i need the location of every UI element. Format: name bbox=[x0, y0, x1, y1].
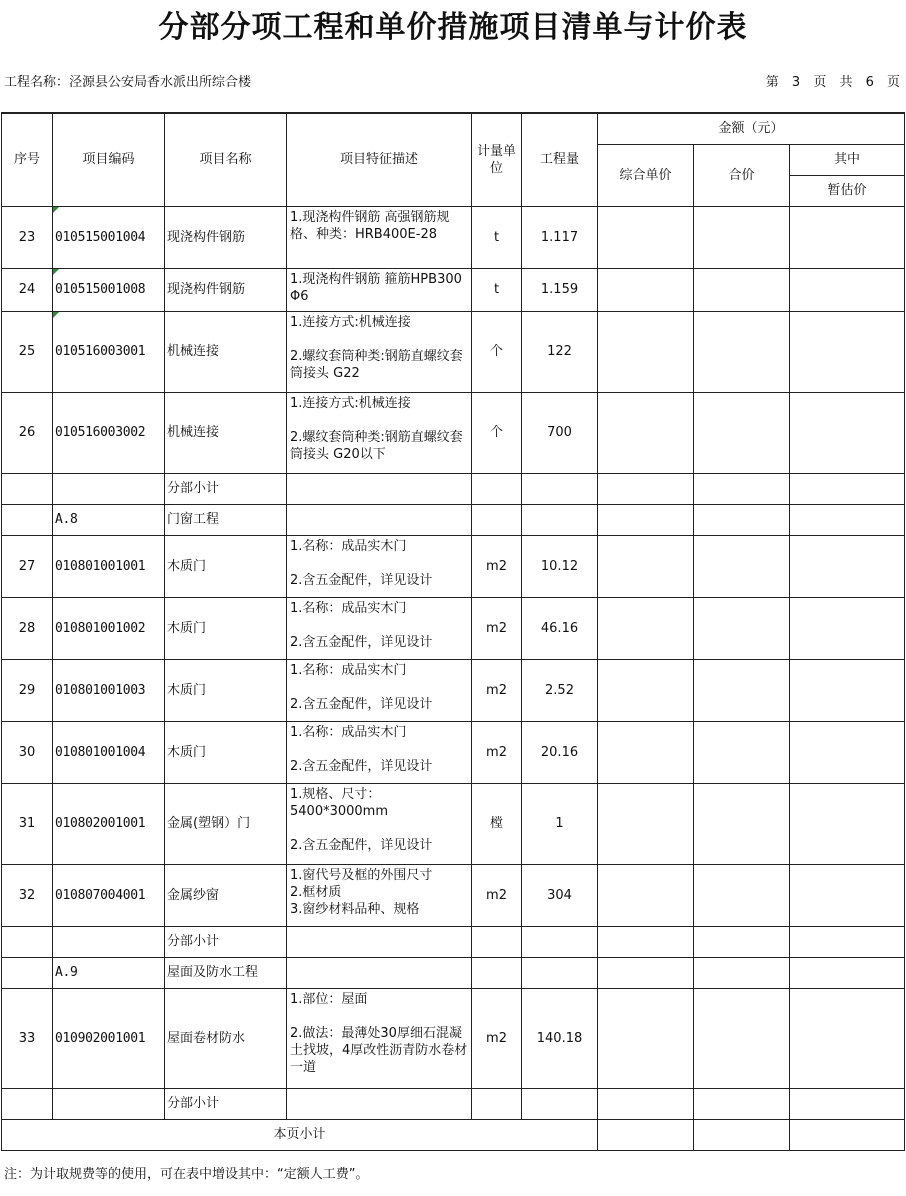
cell-name-text: 分部小计 bbox=[167, 481, 220, 496]
cell-seq bbox=[2, 864, 53, 926]
cell-provisional bbox=[790, 721, 905, 783]
cell-seq bbox=[2, 926, 53, 957]
cell-unit-text: m2 bbox=[486, 558, 507, 574]
cell-unit-price bbox=[598, 864, 694, 926]
cell-name bbox=[165, 926, 287, 957]
cell-provisional bbox=[790, 926, 905, 957]
table-row bbox=[2, 783, 905, 864]
cell-code bbox=[53, 504, 165, 535]
header-of-which: 其中 bbox=[790, 144, 905, 175]
cell-code bbox=[53, 473, 165, 504]
table-row bbox=[2, 311, 905, 392]
cell-qty bbox=[522, 721, 598, 783]
page-subtotal-row bbox=[2, 1119, 905, 1150]
cell-unit bbox=[472, 268, 522, 311]
cell-total bbox=[694, 206, 790, 268]
cell-seq bbox=[2, 392, 53, 473]
cell-desc-text: 1.名称：成品实木门 2.含五金配件，详见设计 bbox=[290, 600, 433, 650]
cell-code-text: 010516003002 bbox=[55, 425, 146, 440]
header-unit: 计量单位 bbox=[472, 113, 522, 206]
cell-qty bbox=[522, 392, 598, 473]
cell-desc bbox=[287, 392, 472, 473]
cell-total bbox=[694, 783, 790, 864]
cell-unit bbox=[472, 392, 522, 473]
cell-total bbox=[694, 926, 790, 957]
cell-seq bbox=[2, 268, 53, 311]
cell-unit-text: m2 bbox=[486, 620, 507, 636]
table-row bbox=[2, 535, 905, 597]
cell-total bbox=[694, 1088, 790, 1119]
cell-unit-price bbox=[598, 268, 694, 311]
table-row bbox=[2, 659, 905, 721]
cell-unit bbox=[472, 721, 522, 783]
cell-total bbox=[694, 504, 790, 535]
footnote: 注：为计取规费等的使用，可在表中增设其中：“定额人工费”。 bbox=[4, 1167, 369, 1182]
cell-qty bbox=[522, 597, 598, 659]
cell-name bbox=[165, 392, 287, 473]
cell-unit-price bbox=[598, 783, 694, 864]
cell-unit-text: t bbox=[493, 282, 500, 297]
cell-seq bbox=[2, 721, 53, 783]
cell-qty-text: 10.12 bbox=[540, 558, 579, 574]
cell-code-text: 010801001003 bbox=[55, 682, 146, 698]
cell-name bbox=[165, 1088, 287, 1119]
cell-code-text: A.9 bbox=[55, 965, 78, 980]
cell-unit-price bbox=[598, 504, 694, 535]
cell-code bbox=[53, 206, 165, 268]
cell-total bbox=[694, 957, 790, 988]
cell-unit-price bbox=[598, 926, 694, 957]
cell-qty bbox=[522, 311, 598, 392]
cell-name-text: 屋面及防水工程 bbox=[167, 965, 259, 980]
table-row bbox=[2, 268, 905, 311]
cell-qty bbox=[522, 1088, 598, 1119]
cell-total bbox=[694, 311, 790, 392]
cell-qty bbox=[522, 659, 598, 721]
cell-unit-price bbox=[598, 392, 694, 473]
cell-name-text: 木质门 bbox=[167, 620, 207, 636]
cell-name-text: 金属纱窗 bbox=[167, 887, 220, 903]
cell-name-text: 金属(塑钢）门 bbox=[167, 816, 251, 831]
header-unit-price: 综合单价 bbox=[598, 144, 694, 206]
cell-desc bbox=[287, 659, 472, 721]
cell-qty bbox=[522, 864, 598, 926]
table-body bbox=[2, 206, 905, 1119]
cell-qty-text: 1 bbox=[555, 816, 564, 831]
table-row bbox=[2, 957, 905, 988]
cell-unit-text: m2 bbox=[486, 682, 507, 698]
cell-unit-price bbox=[598, 1088, 694, 1119]
project-value: 泾源县公安局香水派出所综合楼 bbox=[69, 75, 252, 90]
cell-desc-text: 1.部位：屋面 2.做法：最薄处30厚细石混凝土找坡，4厚改性沥青防水卷材一道 bbox=[290, 991, 468, 1075]
cell-provisional bbox=[790, 473, 905, 504]
cell-code bbox=[53, 268, 165, 311]
cell-unit-price bbox=[598, 957, 694, 988]
cell-code-text: 010802001001 bbox=[55, 816, 146, 831]
table-row bbox=[2, 926, 905, 957]
cell-desc-text: 1.名称：成品实木门 2.含五金配件，详见设计 bbox=[290, 662, 433, 712]
cell-desc bbox=[287, 268, 472, 311]
cell-desc bbox=[287, 504, 472, 535]
cell-unit bbox=[472, 659, 522, 721]
cell-qty-text: 140.18 bbox=[536, 1030, 583, 1046]
cell-code bbox=[53, 1088, 165, 1119]
cell-qty bbox=[522, 268, 598, 311]
cell-name bbox=[165, 721, 287, 783]
cell-seq-text: 25 bbox=[18, 344, 36, 359]
page-info: 第 3 页 共 6 页 bbox=[765, 75, 900, 90]
table-row bbox=[2, 473, 905, 504]
cell-unit bbox=[472, 206, 522, 268]
cell-name bbox=[165, 659, 287, 721]
cell-code bbox=[53, 957, 165, 988]
cell-seq bbox=[2, 957, 53, 988]
cell-seq bbox=[2, 988, 53, 1088]
cell-desc-text: 1.名称：成品实木门 2.含五金配件，详见设计 bbox=[290, 538, 433, 588]
table-row bbox=[2, 597, 905, 659]
cell-name bbox=[165, 311, 287, 392]
page-title: 分部分项工程和单价措施项目清单与计价表 bbox=[158, 10, 748, 45]
cell-provisional bbox=[790, 659, 905, 721]
cell-seq-text: 33 bbox=[18, 1030, 36, 1046]
cell-code bbox=[53, 311, 165, 392]
cell-qty bbox=[522, 957, 598, 988]
cell-unit bbox=[472, 473, 522, 504]
cell-seq-text: 30 bbox=[18, 744, 36, 760]
cell-seq-text: 24 bbox=[18, 282, 36, 297]
cell-desc bbox=[287, 473, 472, 504]
cell-provisional bbox=[790, 957, 905, 988]
cell-total bbox=[694, 659, 790, 721]
cell-unit bbox=[472, 504, 522, 535]
cell-code-text: 010801001002 bbox=[55, 620, 146, 636]
cell-name-text: 屋面卷材防水 bbox=[167, 1030, 246, 1046]
cell-total bbox=[694, 988, 790, 1088]
cell-marker-icon bbox=[53, 207, 59, 213]
cell-name bbox=[165, 504, 287, 535]
table-row bbox=[2, 1088, 905, 1119]
cell-code bbox=[53, 597, 165, 659]
header-code: 项目编码 bbox=[53, 113, 165, 206]
cell-code-text: 010902001001 bbox=[55, 1030, 146, 1046]
cell-desc-text: 1.现浇构件钢筋 高强钢筋规格、种类：HRB400E-28 bbox=[290, 209, 450, 242]
cell-name-text: 机械连接 bbox=[167, 425, 220, 440]
cell-unit-price bbox=[598, 597, 694, 659]
cell-unit bbox=[472, 988, 522, 1088]
project-label: 工程名称： bbox=[4, 75, 70, 90]
cell-provisional bbox=[790, 311, 905, 392]
cell-code bbox=[53, 392, 165, 473]
cell-unit bbox=[472, 864, 522, 926]
table-cell bbox=[694, 1119, 790, 1150]
header-seq: 序号 bbox=[2, 113, 53, 206]
header-amount: 金额（元） bbox=[598, 113, 905, 144]
cell-name-text: 木质门 bbox=[167, 558, 207, 574]
cell-desc bbox=[287, 206, 472, 268]
header-provisional: 暂估价 bbox=[790, 175, 905, 206]
cell-seq bbox=[2, 597, 53, 659]
cell-seq bbox=[2, 659, 53, 721]
cell-name bbox=[165, 783, 287, 864]
cell-total bbox=[694, 864, 790, 926]
cell-unit bbox=[472, 535, 522, 597]
cell-qty bbox=[522, 206, 598, 268]
cell-total bbox=[694, 721, 790, 783]
cell-name-text: 门窗工程 bbox=[167, 512, 220, 527]
cell-code-text: A.8 bbox=[55, 512, 78, 527]
cell-name bbox=[165, 535, 287, 597]
cell-name-text: 机械连接 bbox=[167, 344, 220, 359]
cell-unit-text: 个 bbox=[489, 425, 503, 440]
cell-desc bbox=[287, 597, 472, 659]
cell-qty-text: 700 bbox=[547, 425, 572, 440]
cell-code bbox=[53, 864, 165, 926]
cell-unit bbox=[472, 783, 522, 864]
cell-desc bbox=[287, 864, 472, 926]
cell-seq bbox=[2, 311, 53, 392]
cell-provisional bbox=[790, 597, 905, 659]
cell-seq bbox=[2, 783, 53, 864]
cell-seq-text: 23 bbox=[18, 229, 36, 245]
table-row bbox=[2, 721, 905, 783]
bill-table bbox=[1, 112, 905, 1151]
header-name: 项目名称 bbox=[165, 113, 287, 206]
cell-unit-price bbox=[598, 535, 694, 597]
cell-unit bbox=[472, 957, 522, 988]
cell-provisional bbox=[790, 504, 905, 535]
project-name bbox=[4, 71, 251, 90]
cell-qty-text: 2.52 bbox=[545, 682, 574, 698]
cell-unit bbox=[472, 1088, 522, 1119]
cell-unit-price bbox=[598, 206, 694, 268]
cell-seq-text: 29 bbox=[18, 682, 36, 698]
cell-provisional bbox=[790, 783, 905, 864]
cell-name bbox=[165, 864, 287, 926]
cell-total bbox=[694, 392, 790, 473]
cell-total bbox=[694, 268, 790, 311]
cell-unit-text: 樘 bbox=[489, 816, 503, 831]
cell-seq-text: 27 bbox=[18, 558, 36, 574]
cell-code bbox=[53, 659, 165, 721]
cell-desc-text: 1.窗代号及框的外围尺寸 2.框材质 3.窗纱材料品种、规格 bbox=[290, 867, 433, 917]
cell-desc bbox=[287, 311, 472, 392]
cell-qty bbox=[522, 783, 598, 864]
cell-unit-price bbox=[598, 988, 694, 1088]
cell-unit-text: m2 bbox=[486, 744, 507, 760]
cell-qty-text: 46.16 bbox=[540, 620, 579, 636]
cell-desc bbox=[287, 988, 472, 1088]
cell-unit-price bbox=[598, 659, 694, 721]
table-cell bbox=[598, 1119, 694, 1150]
cell-code-text: 010516003001 bbox=[55, 344, 146, 359]
cell-code bbox=[53, 535, 165, 597]
cell-seq-text: 28 bbox=[18, 620, 36, 636]
cell-unit bbox=[472, 311, 522, 392]
cell-name bbox=[165, 597, 287, 659]
cell-seq bbox=[2, 1088, 53, 1119]
cell-provisional bbox=[790, 535, 905, 597]
cell-name bbox=[165, 206, 287, 268]
header-qty: 工程量 bbox=[522, 113, 598, 206]
cell-seq-text: 32 bbox=[18, 887, 36, 903]
cell-provisional bbox=[790, 392, 905, 473]
cell-qty bbox=[522, 988, 598, 1088]
header-desc: 项目特征描述 bbox=[287, 113, 472, 206]
cell-code bbox=[53, 988, 165, 1088]
cell-desc bbox=[287, 783, 472, 864]
cell-seq-text: 26 bbox=[18, 425, 36, 440]
cell-code-text: 010807004001 bbox=[55, 887, 146, 903]
cell-name-text: 分部小计 bbox=[167, 1096, 220, 1111]
cell-marker-icon bbox=[53, 312, 59, 318]
cell-name bbox=[165, 268, 287, 311]
cell-name-text: 现浇构件钢筋 bbox=[167, 229, 246, 245]
cell-desc bbox=[287, 535, 472, 597]
cell-provisional bbox=[790, 1088, 905, 1119]
cell-provisional bbox=[790, 206, 905, 268]
cell-desc-text: 1.名称：成品实木门 2.含五金配件，详见设计 bbox=[290, 724, 433, 774]
cell-code-text: 010515001008 bbox=[55, 282, 146, 297]
cell-name bbox=[165, 988, 287, 1088]
cell-code-text: 010515001004 bbox=[55, 229, 146, 245]
cell-total bbox=[694, 473, 790, 504]
cell-provisional bbox=[790, 864, 905, 926]
cell-unit-text: m2 bbox=[486, 1030, 507, 1046]
cell-code bbox=[53, 783, 165, 864]
cell-provisional bbox=[790, 268, 905, 311]
cell-unit-text: m2 bbox=[486, 887, 507, 903]
cell-desc bbox=[287, 721, 472, 783]
cell-unit bbox=[472, 926, 522, 957]
cell-name-text: 分部小计 bbox=[167, 934, 220, 949]
cell-desc-text: 1.连接方式:机械连接 2.螺纹套筒种类:钢筋直螺纹套筒接头 G20以下 bbox=[290, 395, 463, 462]
table-row bbox=[2, 864, 905, 926]
cell-code-text: 010801001004 bbox=[55, 744, 146, 760]
cell-qty-text: 20.16 bbox=[540, 744, 579, 760]
cell-unit-price bbox=[598, 473, 694, 504]
cell-total bbox=[694, 597, 790, 659]
cell-seq bbox=[2, 206, 53, 268]
cell-qty-text: 1.117 bbox=[540, 229, 579, 245]
cell-seq-text: 31 bbox=[18, 816, 36, 831]
cell-qty bbox=[522, 504, 598, 535]
cell-qty-text: 122 bbox=[547, 344, 572, 359]
cell-code bbox=[53, 926, 165, 957]
cell-desc bbox=[287, 957, 472, 988]
page-subtotal-label: 本页小计 bbox=[2, 1119, 598, 1150]
cell-marker-icon bbox=[53, 269, 59, 275]
cell-qty bbox=[522, 473, 598, 504]
cell-unit-text: t bbox=[493, 229, 500, 245]
cell-name bbox=[165, 957, 287, 988]
cell-unit bbox=[472, 597, 522, 659]
cell-name-text: 现浇构件钢筋 bbox=[167, 282, 246, 297]
cell-qty bbox=[522, 535, 598, 597]
cell-unit-text: 个 bbox=[489, 344, 503, 359]
cell-total bbox=[694, 535, 790, 597]
cell-seq bbox=[2, 473, 53, 504]
cell-provisional bbox=[790, 988, 905, 1088]
cell-qty bbox=[522, 926, 598, 957]
cell-desc-text: 1.现浇构件钢筋 箍筋HPB300 Φ6 bbox=[290, 271, 462, 304]
table-row bbox=[2, 392, 905, 473]
cell-seq bbox=[2, 504, 53, 535]
table-row bbox=[2, 988, 905, 1088]
cell-unit-price bbox=[598, 721, 694, 783]
cell-code-text: 010801001001 bbox=[55, 558, 146, 574]
cell-desc bbox=[287, 1088, 472, 1119]
cell-unit-price bbox=[598, 311, 694, 392]
table-row bbox=[2, 504, 905, 535]
cell-qty-text: 1.159 bbox=[540, 282, 579, 297]
cell-desc-text: 1.连接方式:机械连接 2.螺纹套筒种类:钢筋直螺纹套筒接头 G22 bbox=[290, 314, 463, 381]
cell-qty-text: 304 bbox=[547, 887, 572, 903]
table-cell bbox=[790, 1119, 905, 1150]
cell-desc-text: 1.规格、尺寸：5400*3000mm 2.含五金配件，详见设计 bbox=[290, 786, 433, 853]
header-total: 合价 bbox=[694, 144, 790, 206]
cell-name bbox=[165, 473, 287, 504]
cell-name-text: 木质门 bbox=[167, 682, 207, 698]
cell-code bbox=[53, 721, 165, 783]
cell-name-text: 木质门 bbox=[167, 744, 207, 760]
cell-seq bbox=[2, 535, 53, 597]
table-row bbox=[2, 206, 905, 268]
cell-desc bbox=[287, 926, 472, 957]
